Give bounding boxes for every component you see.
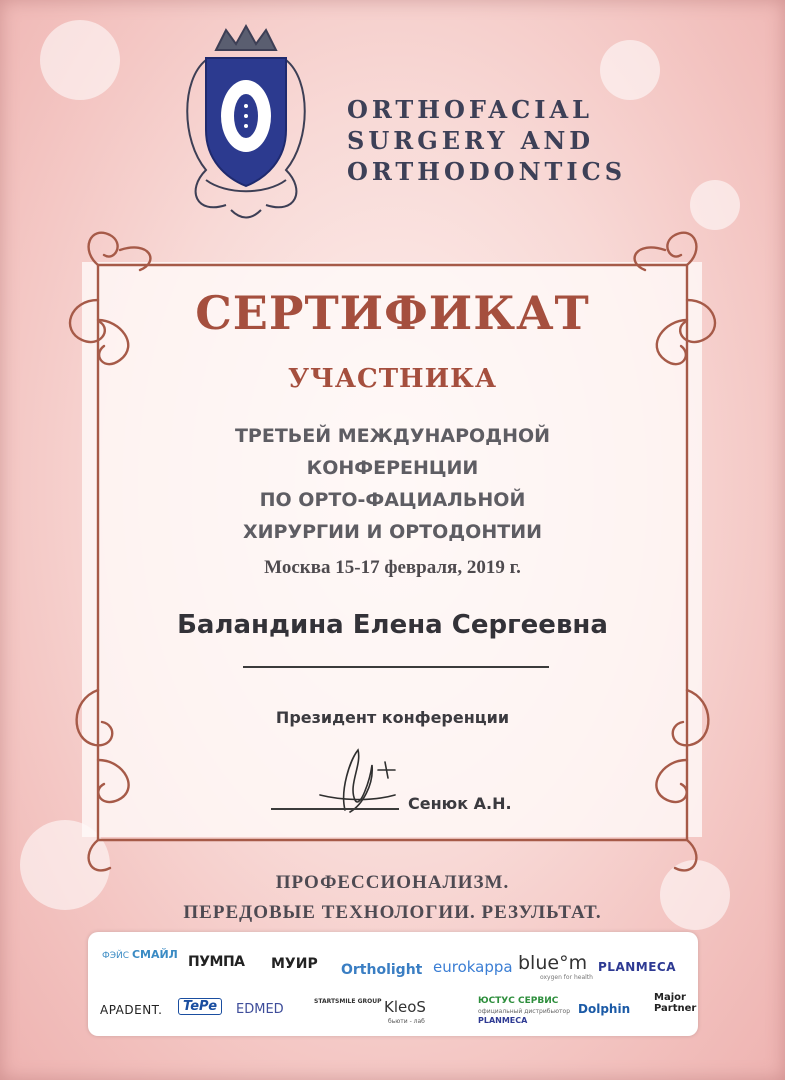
- sponsor-logos-panel: [88, 932, 698, 1036]
- president-name: Сенюк А.Н.: [408, 794, 512, 813]
- ortholight-logo: Ortholight: [341, 962, 423, 978]
- justus-logo: ЮСТУС СЕРВИС: [478, 996, 559, 1006]
- pumpa-logo: ПУМПА: [188, 954, 245, 970]
- participant-name: Баландина Елена Сергеевна: [177, 610, 608, 640]
- motto-line: ПЕРЕДОВЫЕ ТЕХНОЛОГИИ. РЕЗУЛЬТАТ.: [183, 902, 602, 923]
- bluem-logo: blue°m: [518, 952, 588, 974]
- conference-line: КОНФЕРЕНЦИИ: [306, 457, 479, 479]
- org-line-2: SURGERY AND: [347, 126, 595, 155]
- face-smile-logo: ФЭЙС СМАЙЛ: [102, 948, 178, 961]
- dolphin-logo: Dolphin: [578, 1002, 631, 1016]
- kleos-tagline: бьюти - лаб: [388, 1018, 425, 1025]
- conference-line: ТРЕТЬЕЙ МЕЖДУНАРОДНОЙ: [234, 425, 551, 447]
- planmeca-logo: PLANMECA: [598, 960, 677, 974]
- planmeca-logo-2: PLANMECA: [478, 1016, 528, 1025]
- muir-logo: МУИР: [271, 956, 318, 972]
- signature-line: [271, 808, 399, 810]
- apadent-logo: APADENT.: [100, 1003, 163, 1017]
- motto: [0, 868, 785, 928]
- president-label: Президент конференции: [275, 708, 510, 727]
- motto-line: ПРОФЕССИОНАЛИЗМ.: [275, 872, 510, 893]
- conference-description: [0, 420, 785, 548]
- eurokappa-logo: eurokappa: [433, 958, 513, 976]
- kleos-logo: KleoS: [384, 998, 426, 1016]
- place-date: Москва 15-17 февраля, 2019 г.: [264, 557, 521, 578]
- name-underline: [243, 666, 549, 668]
- organization-name: [347, 94, 647, 187]
- conference-line: ПО ОРТО-ФАЦИАЛЬНОЙ: [259, 489, 526, 511]
- org-line-1: ORTHOFACIAL: [347, 95, 593, 124]
- tepe-logo: TePe: [178, 998, 222, 1015]
- certificate-subtitle: УЧАСТНИКА: [287, 364, 497, 394]
- startsmile-logo: STARTSMILE GROUP: [314, 998, 382, 1005]
- edmed-logo: EDMED: [236, 1002, 284, 1017]
- certificate-title: СЕРТИФИКАТ: [195, 286, 590, 340]
- major-partner-logo: Major Partner: [654, 992, 697, 1014]
- crest-logo: [176, 20, 316, 230]
- org-line-3: ORTHODONTICS: [347, 157, 627, 186]
- justus-tagline: официальный дистрибьютор: [478, 1008, 571, 1015]
- bluem-tagline: oxygen for health: [540, 974, 593, 981]
- conference-line: ХИРУРГИИ И ОРТОДОНТИИ: [242, 521, 543, 543]
